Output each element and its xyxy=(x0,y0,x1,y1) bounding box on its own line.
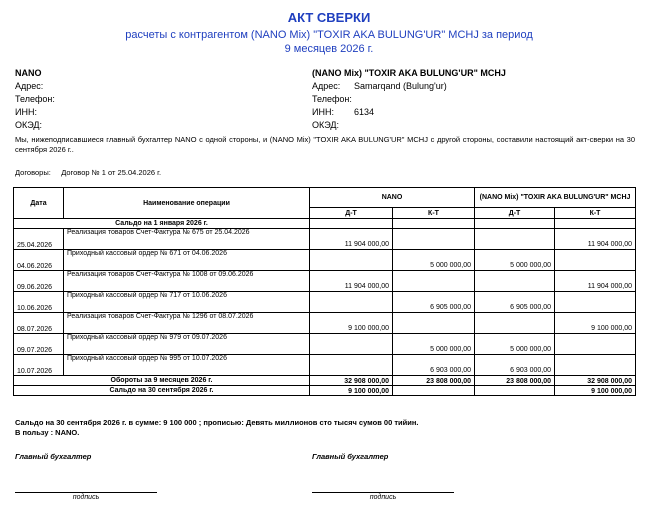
row-date: 08.07.2026 xyxy=(14,313,64,334)
opening-left-dt xyxy=(310,219,393,229)
row-operation: Приходный кассовый ордер № 717 от 10.06.2026 xyxy=(64,292,310,313)
row-right-kt xyxy=(555,250,636,271)
turnover-left-kt: 23 808 000,00 xyxy=(393,376,475,386)
row-right-dt xyxy=(475,271,555,292)
closing-left-kt xyxy=(393,386,475,396)
col-right-party-header: (NANO Mix) "TOXIR AKA BULUNG'UR" MCHJ xyxy=(475,188,636,208)
turnover-right-dt: 23 808 000,00 xyxy=(475,376,555,386)
row-right-dt: 5 000 000,00 xyxy=(475,250,555,271)
row-operation: Приходный кассовый ордер № 995 от 10.07.2026 xyxy=(64,355,310,376)
left-party-block xyxy=(15,67,55,132)
reconciliation-table xyxy=(13,187,636,396)
row-right-kt xyxy=(555,355,636,376)
contracts-value: Договор № 1 от 25.04.2026 г. xyxy=(61,168,162,177)
opening-right-dt xyxy=(475,219,555,229)
right-address-value: Samarqand (Bulung'ur) xyxy=(354,81,447,91)
document-subtitle xyxy=(0,28,658,56)
turnover-left-dt: 32 908 000,00 xyxy=(310,376,393,386)
right-signature-line xyxy=(312,492,454,493)
row-right-dt xyxy=(475,229,555,250)
contracts-label: Договоры: xyxy=(15,168,51,177)
opening-balance-label: Сальдо на 1 января 2026 г. xyxy=(14,219,310,229)
summary xyxy=(15,418,418,438)
right-phone-label: Телефон: xyxy=(312,94,352,104)
row-left-kt: 6 903 000,00 xyxy=(393,355,475,376)
closing-left-dt: 9 100 000,00 xyxy=(310,386,393,396)
row-right-kt: 11 904 000,00 xyxy=(555,229,636,250)
row-left-dt xyxy=(310,250,393,271)
row-operation: Реализация товаров Счет-Фактура № 675 от 25.04.2026 xyxy=(64,229,310,250)
right-signature-title: Главный бухгалтер xyxy=(312,452,389,461)
row-operation: Приходный кассовый ордер № 671 от 04.06.2026 xyxy=(64,250,310,271)
row-left-dt: 9 100 000,00 xyxy=(310,313,393,334)
right-party-name: (NANO Mix) "TOXIR AKA BULUNG'UR" MCHJ xyxy=(312,68,506,78)
row-right-kt xyxy=(555,292,636,313)
table-row xyxy=(14,313,636,334)
left-phone-label: Телефон: xyxy=(15,94,55,104)
right-okjed-label: ОКЭД: xyxy=(312,120,340,130)
subtitle-line-1: расчеты с контрагентом (NANO Mix) "TOXIR AKA BULUNG'UR" MCHJ за период xyxy=(125,29,533,41)
turnover-label: Обороты за 9 месяцев 2026 г. xyxy=(14,376,310,386)
row-right-kt: 11 904 000,00 xyxy=(555,271,636,292)
row-right-kt xyxy=(555,334,636,355)
row-right-dt: 6 905 000,00 xyxy=(475,292,555,313)
table-row xyxy=(14,229,636,250)
table-row xyxy=(14,292,636,313)
row-left-kt: 6 905 000,00 xyxy=(393,292,475,313)
opening-right-kt xyxy=(555,219,636,229)
row-left-dt: 11 904 000,00 xyxy=(310,271,393,292)
subtitle-line-2: 9 месяцев 2026 г. xyxy=(284,43,374,55)
document-title: АКТ СВЕРКИ xyxy=(287,10,371,25)
row-left-dt xyxy=(310,334,393,355)
row-date: 09.06.2026 xyxy=(14,271,64,292)
row-left-kt xyxy=(393,313,475,334)
row-left-dt xyxy=(310,292,393,313)
row-operation: Реализация товаров Счет-Фактура № 1008 от 09.06.2026 xyxy=(64,271,310,292)
right-party-block xyxy=(312,67,506,132)
right-inn-label: ИНН: xyxy=(312,107,334,117)
left-party-name: NANO xyxy=(15,68,42,78)
row-right-dt xyxy=(475,313,555,334)
summary-balance-line: Сальдо на 30 сентября 2026 г. в сумме: 9 100 000 ; прописью: Девять миллионов сто тысяч сумов 00 тийин. xyxy=(15,418,419,427)
left-address-label: Адрес: xyxy=(15,81,44,91)
opening-left-kt xyxy=(393,219,475,229)
intro-paragraph: Мы, нижеподписавшиеся главный бухгалтер NANO с одной стороны, и (NANO Mix) "TOXIR AKA BULUNG'UR" MCHJ с другой стороны, составили настоящий акт-сверки на 30 сентября 2026 г.. xyxy=(15,135,635,154)
right-dt-header: Д-Т xyxy=(475,208,555,219)
col-operation-header: Наименование операции xyxy=(64,188,310,219)
row-date: 04.06.2026 xyxy=(14,250,64,271)
closing-right-dt xyxy=(475,386,555,396)
left-signature-line xyxy=(15,492,157,493)
row-date: 09.07.2026 xyxy=(14,334,64,355)
table-row xyxy=(14,250,636,271)
closing-right-kt: 9 100 000,00 xyxy=(555,386,636,396)
summary-in-favor-line: В пользу : NANO. xyxy=(15,428,80,437)
closing-balance-label: Сальдо на 30 сентября 2026 г. xyxy=(14,386,310,396)
row-date: 10.06.2026 xyxy=(14,292,64,313)
row-left-kt xyxy=(393,271,475,292)
right-kt-header: К-Т xyxy=(555,208,636,219)
contracts-line xyxy=(15,168,161,178)
row-date: 25.04.2026 xyxy=(14,229,64,250)
table-row xyxy=(14,355,636,376)
row-left-kt: 5 000 000,00 xyxy=(393,250,475,271)
row-operation: Реализация товаров Счет-Фактура № 1296 от 08.07.2026 xyxy=(64,313,310,334)
left-okjed-label: ОКЭД: xyxy=(15,120,43,130)
row-operation: Приходный кассовый ордер № 979 от 09.07.2026 xyxy=(64,334,310,355)
left-dt-header: Д-Т xyxy=(310,208,393,219)
row-left-kt: 5 000 000,00 xyxy=(393,334,475,355)
row-left-kt xyxy=(393,229,475,250)
table-body xyxy=(14,229,636,376)
table-row xyxy=(14,334,636,355)
right-signature-hint: подпись xyxy=(369,494,397,501)
left-signature-title: Главный бухгалтер xyxy=(15,452,92,461)
left-kt-header: К-Т xyxy=(393,208,475,219)
col-left-party-header: NANO xyxy=(310,188,475,208)
right-address-label: Адрес: xyxy=(312,81,341,91)
row-left-dt xyxy=(310,355,393,376)
col-date-header: Дата xyxy=(14,188,64,219)
row-right-dt: 5 000 000,00 xyxy=(475,334,555,355)
row-left-dt: 11 904 000,00 xyxy=(310,229,393,250)
left-inn-label: ИНН: xyxy=(15,107,37,117)
right-inn-value: 6134 xyxy=(354,107,375,117)
row-right-dt: 6 903 000,00 xyxy=(475,355,555,376)
left-signature-hint: подпись xyxy=(72,494,100,501)
table-row xyxy=(14,271,636,292)
row-right-kt: 9 100 000,00 xyxy=(555,313,636,334)
row-date: 10.07.2026 xyxy=(14,355,64,376)
turnover-right-kt: 32 908 000,00 xyxy=(555,376,636,386)
